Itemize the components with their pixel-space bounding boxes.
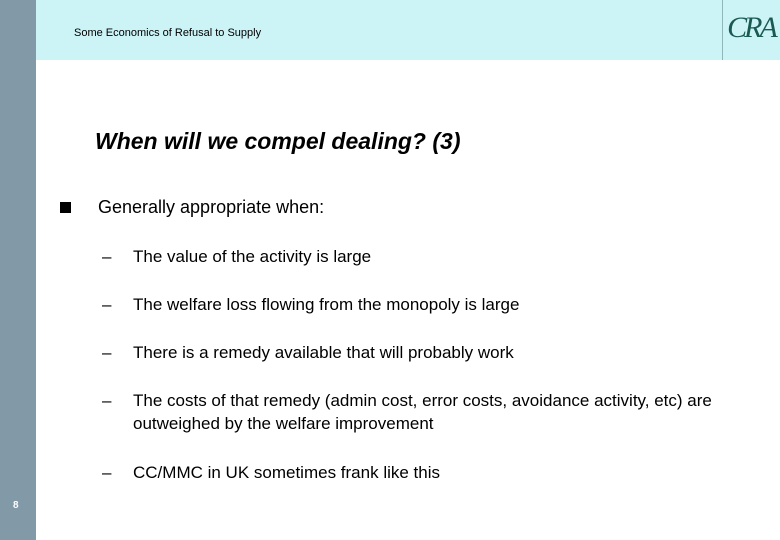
sub-item-text: There is a remedy available that will probably work: [133, 343, 514, 362]
sub-item-1: [102, 245, 742, 268]
dash-icon: –: [102, 463, 112, 482]
sub-item-3: [102, 341, 742, 364]
page-number: 8: [13, 500, 19, 511]
sub-item-text: The costs of that remedy (admin cost, error costs, avoidance activity, etc) are outweighed by the welfare improvement: [133, 391, 712, 433]
square-bullet-icon: [60, 202, 71, 213]
sub-item-4: [102, 389, 742, 435]
sub-item-text: The value of the activity is large: [133, 247, 372, 266]
cra-logo: [722, 0, 780, 60]
dash-icon: –: [102, 295, 112, 314]
cra-logo-text: CRA: [727, 11, 775, 44]
sub-item-text: CC/MMC in UK sometimes frank like this: [133, 463, 441, 482]
sub-item-5: [102, 461, 742, 484]
dash-icon: –: [102, 343, 112, 362]
slide-title: When will we compel dealing? (3): [95, 128, 461, 154]
left-sidebar-bar: [0, 0, 36, 540]
dash-icon: –: [102, 391, 112, 410]
main-bullet-text: Generally appropriate when:: [98, 197, 325, 217]
header-title: Some Economics of Refusal to Supply: [74, 27, 262, 39]
main-bullet: [60, 197, 760, 223]
sub-item-text: The welfare loss flowing from the monopoly is large: [133, 295, 520, 314]
sub-item-2: [102, 293, 742, 316]
dash-icon: –: [102, 247, 112, 266]
